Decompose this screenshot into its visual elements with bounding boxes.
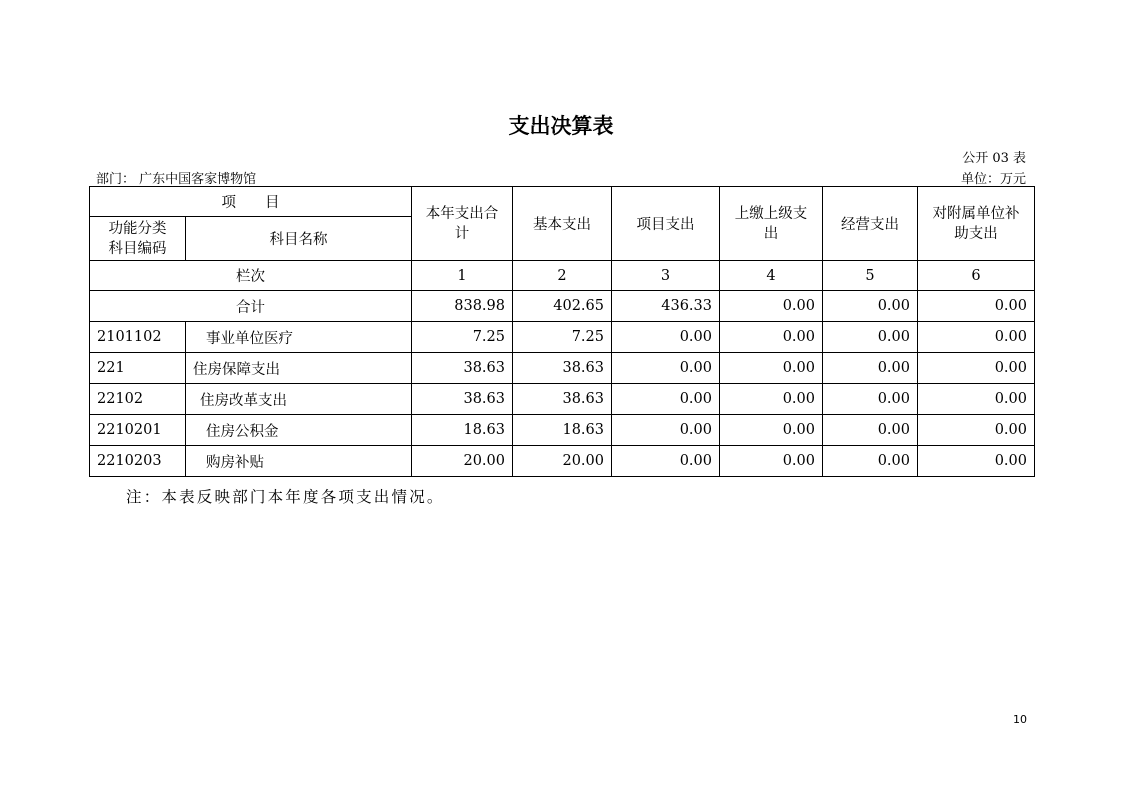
header-business: 经营支出 (823, 187, 918, 261)
row-value: 0.00 (918, 322, 1035, 353)
header-basic: 基本支出 (513, 187, 612, 261)
total-value: 0.00 (823, 291, 918, 322)
row-code: 2101102 (90, 322, 186, 353)
row-value: 0.00 (823, 353, 918, 384)
row-value: 0.00 (918, 415, 1035, 446)
page-number: 10 (1013, 713, 1027, 726)
row-value: 0.00 (612, 384, 720, 415)
row-code: 221 (90, 353, 186, 384)
department-label: 部门： 广东中国客家博物馆 (96, 172, 257, 187)
row-value: 18.63 (513, 415, 612, 446)
table-row (90, 322, 1035, 353)
form-number: 公开 03 表 (962, 151, 1026, 166)
page-title: 支出决算表 (508, 114, 614, 138)
row-value: 0.00 (720, 322, 823, 353)
expenditure-table (89, 186, 1035, 477)
row-value: 0.00 (918, 353, 1035, 384)
row-value: 7.25 (513, 322, 612, 353)
table-row (90, 415, 1035, 446)
total-row (90, 291, 1035, 322)
row-value: 0.00 (918, 384, 1035, 415)
row-name: 住房改革支出 (186, 384, 412, 415)
header-project: 项目支出 (612, 187, 720, 261)
header-item: 项 目 (90, 187, 412, 217)
table-row (90, 384, 1035, 415)
total-value: 838.98 (412, 291, 513, 322)
row-name: 住房保障支出 (186, 353, 412, 384)
row-value: 0.00 (720, 384, 823, 415)
footnote: 注：本表反映部门本年度各项支出情况。 (126, 488, 445, 506)
total-value: 436.33 (612, 291, 720, 322)
row-value: 38.63 (513, 353, 612, 384)
row-code: 22102 (90, 384, 186, 415)
row-value: 0.00 (918, 446, 1035, 477)
index-num: 3 (612, 261, 720, 291)
row-name: 事业单位医疗 (186, 322, 412, 353)
row-code: 2210201 (90, 415, 186, 446)
row-value: 38.63 (513, 384, 612, 415)
index-num: 5 (823, 261, 918, 291)
index-num: 1 (412, 261, 513, 291)
row-value: 0.00 (612, 415, 720, 446)
table-row (90, 353, 1035, 384)
row-value: 20.00 (513, 446, 612, 477)
row-value: 38.63 (412, 353, 513, 384)
row-name: 购房补贴 (186, 446, 412, 477)
row-value: 0.00 (823, 446, 918, 477)
total-value: 0.00 (918, 291, 1035, 322)
header-name: 科目名称 (186, 217, 412, 261)
row-value: 0.00 (823, 322, 918, 353)
total-value: 402.65 (513, 291, 612, 322)
row-code: 2210203 (90, 446, 186, 477)
row-value: 0.00 (612, 353, 720, 384)
header-code: 功能分类 科目编码 (90, 217, 186, 261)
unit-label: 单位：万元 (960, 172, 1026, 187)
row-value: 0.00 (720, 446, 823, 477)
index-num: 6 (918, 261, 1035, 291)
total-label: 合计 (90, 291, 412, 322)
row-value: 0.00 (720, 353, 823, 384)
header-subsidy: 对附属单位补 助支出 (918, 187, 1035, 261)
row-value: 18.63 (412, 415, 513, 446)
row-value: 20.00 (412, 446, 513, 477)
row-value: 38.63 (412, 384, 513, 415)
row-value: 0.00 (720, 415, 823, 446)
row-value: 0.00 (823, 415, 918, 446)
row-value: 0.00 (612, 322, 720, 353)
row-value: 0.00 (823, 384, 918, 415)
table-row (90, 446, 1035, 477)
row-value: 7.25 (412, 322, 513, 353)
header-total: 本年支出合 计 (412, 187, 513, 261)
row-value: 0.00 (612, 446, 720, 477)
index-num: 4 (720, 261, 823, 291)
index-num: 2 (513, 261, 612, 291)
total-value: 0.00 (720, 291, 823, 322)
row-name: 住房公积金 (186, 415, 412, 446)
header-upper: 上缴上级支 出 (720, 187, 823, 261)
index-label: 栏次 (90, 261, 412, 291)
